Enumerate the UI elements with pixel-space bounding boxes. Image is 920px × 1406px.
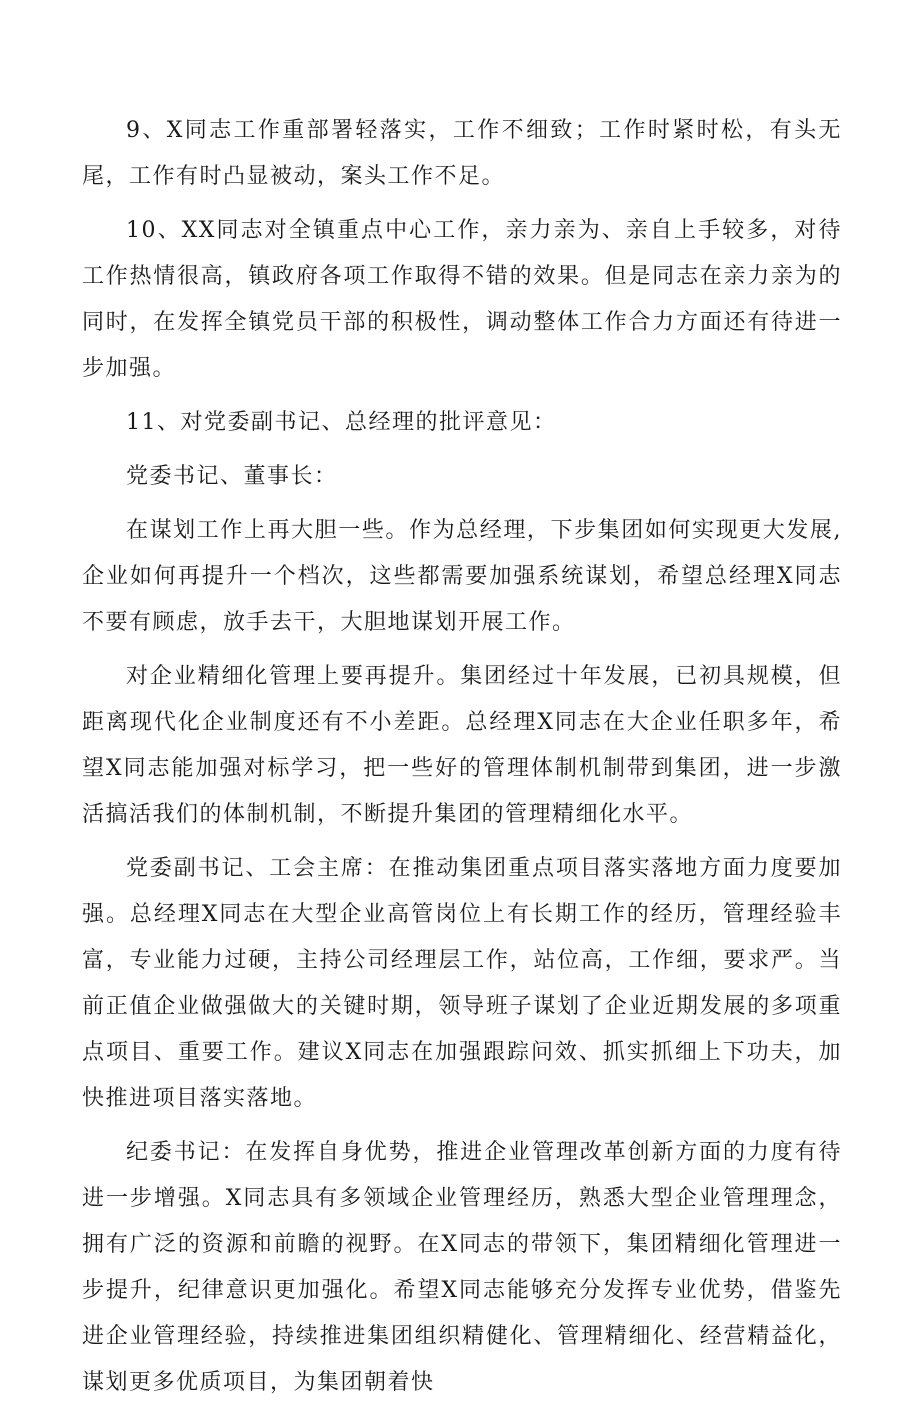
paragraph-item-10: 10、XX同志对全镇重点中心工作，亲力亲为、亲自上手较多，对待工作热情很高，镇政府各项工作取得不错的效果。但是同志在亲力亲为的同时，在发挥全镇党员干部的积极性，调动整体工作合力方面还有待进一步加强。	[82, 218, 842, 381]
paragraph-planning-work: 在谋划工作上再大胆一些。作为总经理，下步集团如何实现更大发展,企业如何再提升一个档次，这些都需要加强系统谋划，希望总经理X同志不要有顾虑，放手去干，大胆地谋划开展工作。	[82, 518, 842, 635]
document-body	[82, 108, 842, 1406]
paragraph-item-11-heading: 11、对党委副书记、总经理的批评意见：	[126, 410, 557, 435]
paragraph-refined-management: 对企业精细化管理上要再提升。集团经过十年发展，已初具规模，但距离现代化企业制度还有不小差距。总经理X同志在大企业任职多年，希望X同志能加强对标学习，把一些好的管理体制机制带到集团，进一步激活搞活我们的体制机制，不断提升集团的管理精细化水平。	[82, 664, 842, 827]
paragraph-item-9: 9、X同志工作重部署轻落实，工作不细致；工作时紧时松，有头无尾，工作有时凸显被动，案头工作不足。	[82, 118, 842, 189]
paragraph-discipline-secretary: 纪委书记：在发挥自身优势，推进企业管理改革创新方面的力度有待进一步增强。X同志具有多领域企业管理经历，熟悉大型企业管理理念，拥有广泛的资源和前瞻的视野。在X同志的带领下，集团精细化管理进一步提升，纪律意识更加强化。希望X同志能够充分发挥专业优势，借鉴先进企业管理经验，持续推进集团组织精健化、管理精细化、经营精益化，谋划更多优质项目，为集团朝着快	[82, 1140, 842, 1395]
paragraph-deputy-secretary: 党委副书记、工会主席：在推动集团重点项目落实落地方面力度要加强。总经理X同志在大型企业高管岗位上有长期工作的经历，管理经验丰富，专业能力过硬，主持公司经理层工作，站位高，工作细，要求严。当前正值企业做强做大的关键时期，领导班子谋划了企业近期发展的多项重点项目、重要工作。建议X同志在加强跟踪问效、抓实抓细上下功夫，加快推进项目落实落地。	[82, 856, 842, 1111]
speaker-heading-party-secretary: 党委书记、董事长：	[126, 464, 338, 489]
